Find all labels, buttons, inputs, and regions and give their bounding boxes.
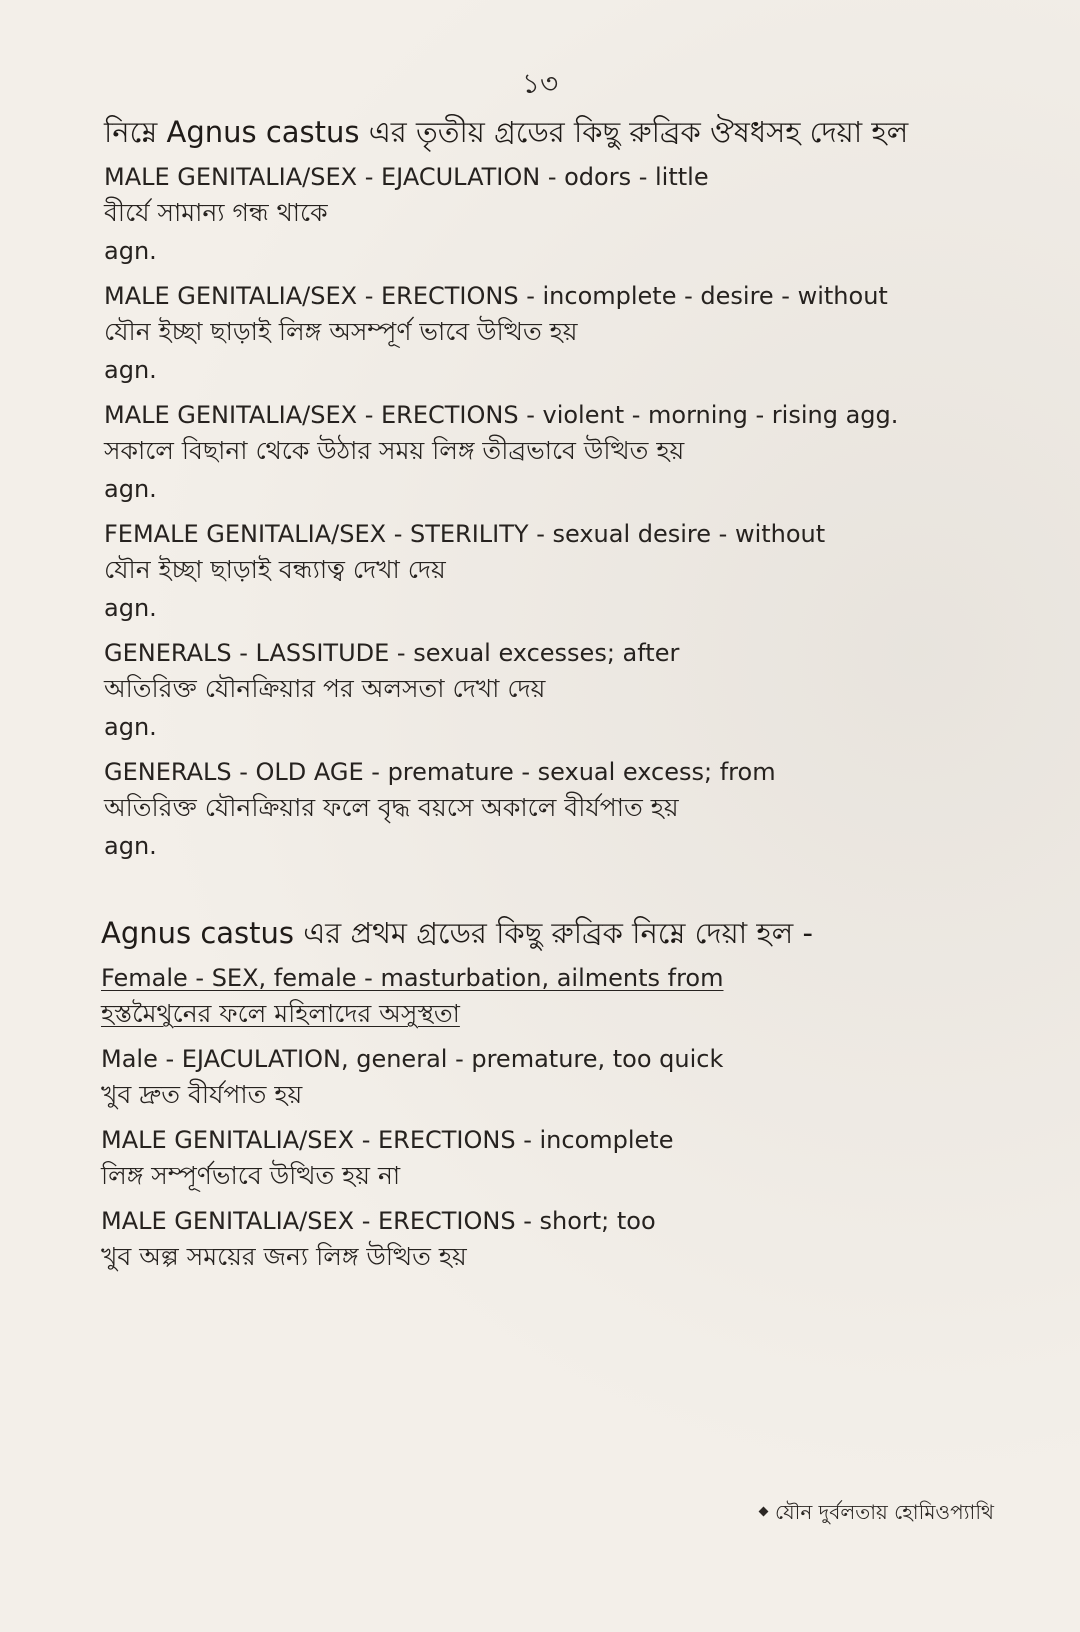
rubric-entry <box>104 279 1004 389</box>
rubric-entry <box>104 755 1004 865</box>
rubric-translation: অতিরিক্ত যৌনক্রিয়ার ফলে বৃদ্ধ বয়সে অকালে বীর্যপাত হয় <box>104 793 679 822</box>
rubric-translation: লিঙ্গ সম্পূর্ণভাবে উত্থিত হয় না <box>101 1161 401 1190</box>
rubric-translation: বীর্যে সামান্য গন্ধ থাকে <box>104 198 328 227</box>
rubric-entry <box>101 1123 1004 1195</box>
rubric-text: MALE GENITALIA/SEX - EJACULATION - odors - little <box>104 163 709 191</box>
remedy-abbreviation: agn. <box>104 832 157 860</box>
page-number: ১৩ <box>521 67 559 100</box>
rubric-entry <box>101 961 1004 1033</box>
rubric-translation: যৌন ইচ্ছা ছাড়াই লিঙ্গ অসম্পূর্ণ ভাবে উত্থিত হয় <box>104 317 578 346</box>
rubric-text: Male - EJACULATION, general - premature, too quick <box>101 1045 724 1073</box>
section-first-grade <box>101 911 1004 1276</box>
rubric-entry <box>101 1042 1004 1114</box>
rubric-translation: খুব দ্রুত বীর্যপাত হয় <box>101 1080 303 1109</box>
remedy-abbreviation: agn. <box>104 237 157 265</box>
section-third-grade <box>104 110 1004 865</box>
section-heading: Agnus castus এর প্রথম গ্রডের কিছু রুব্রিক নিম্নে দেয়া হল - <box>101 916 813 950</box>
diamond-bullet-icon <box>759 1507 769 1517</box>
footer-title: যৌন দুর্বলতায় হোমিওপ্যাথি <box>775 1500 994 1524</box>
rubric-translation: অতিরিক্ত যৌনক্রিয়ার পর অলসতা দেখা দেয় <box>104 674 546 703</box>
rubric-text: MALE GENITALIA/SEX - ERECTIONS - incomplete <box>101 1126 674 1154</box>
remedy-abbreviation: agn. <box>104 594 157 622</box>
rubric-entry <box>104 636 1004 746</box>
rubric-text: MALE GENITALIA/SEX - ERECTIONS - short; too <box>101 1207 656 1235</box>
rubric-text: MALE GENITALIA/SEX - ERECTIONS - incomplete - desire - without <box>104 282 888 310</box>
rubric-translation: হস্তমৈথুনের ফলে মহিলাদের অসুস্থতা <box>101 999 460 1028</box>
rubric-translation: খুব অল্প সময়ের জন্য লিঙ্গ উত্থিত হয় <box>101 1242 467 1271</box>
rubric-translation: সকালে বিছানা থেকে উঠার সময় লিঙ্গ তীব্রভাবে উত্থিত হয় <box>104 436 685 465</box>
remedy-abbreviation: agn. <box>104 356 157 384</box>
section-heading: নিম্নে Agnus castus এর তৃতীয় গ্রডের কিছু রুব্রিক ঔষধসহ দেয়া হল <box>104 115 909 149</box>
rubric-text: GENERALS - OLD AGE - premature - sexual excess; from <box>104 758 776 786</box>
rubric-entry <box>104 398 1004 508</box>
running-footer <box>760 1498 994 1531</box>
rubric-entry <box>101 1204 1004 1276</box>
rubric-text: GENERALS - LASSITUDE - sexual excesses; after <box>104 639 680 667</box>
remedy-abbreviation: agn. <box>104 475 157 503</box>
rubric-text: MALE GENITALIA/SEX - ERECTIONS - violent - morning - rising agg. <box>104 401 899 429</box>
rubric-translation: যৌন ইচ্ছা ছাড়াই বন্ধ্যাত্ব দেখা দেয় <box>104 555 446 584</box>
rubric-entry <box>104 160 1004 270</box>
rubric-text: FEMALE GENITALIA/SEX - STERILITY - sexual desire - without <box>104 520 826 548</box>
page-content <box>101 110 1004 1285</box>
remedy-abbreviation: agn. <box>104 713 157 741</box>
rubric-text: Female - SEX, female - masturbation, ailments from <box>101 964 724 992</box>
rubric-entry <box>104 517 1004 627</box>
